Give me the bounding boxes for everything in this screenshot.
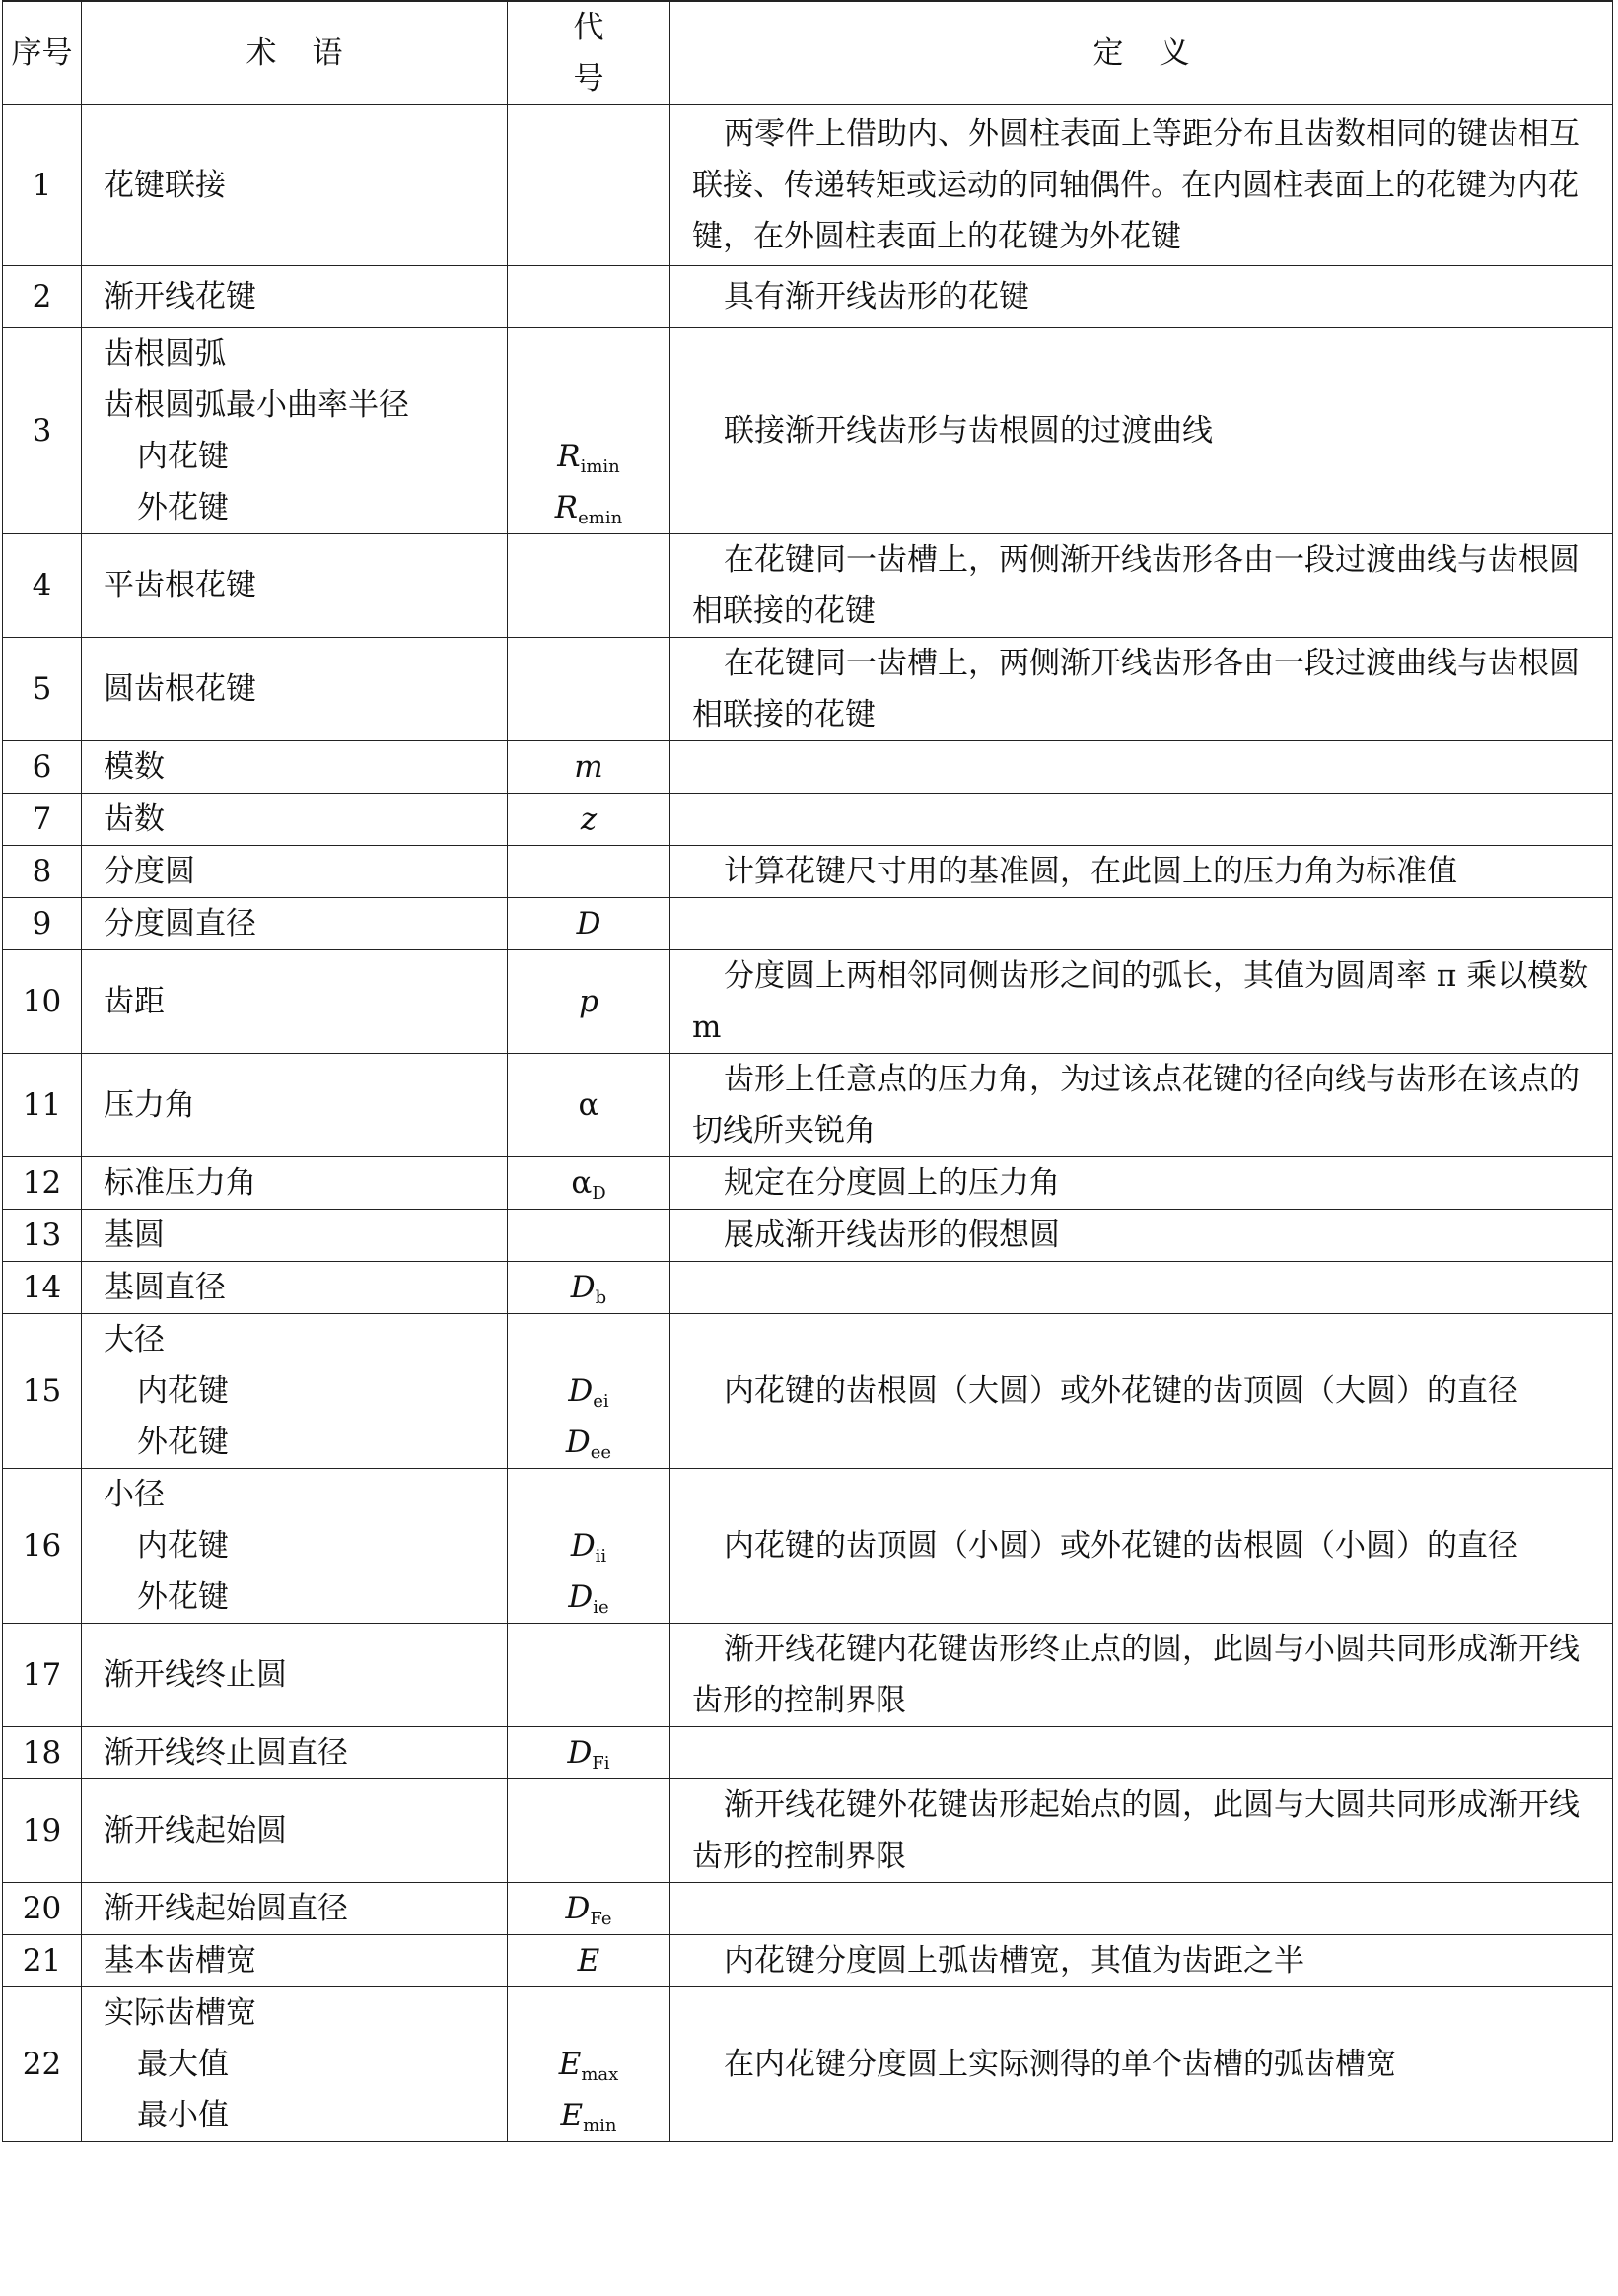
code-base: D bbox=[570, 1270, 596, 1305]
code-symbol bbox=[508, 431, 669, 482]
term-cell bbox=[82, 1883, 508, 1935]
term-line: 内花键 bbox=[137, 1373, 229, 1409]
term-cell bbox=[82, 794, 508, 846]
code-cell bbox=[508, 1262, 670, 1314]
table-row bbox=[3, 741, 1613, 794]
code-cell bbox=[508, 1935, 670, 1987]
code-cell bbox=[508, 898, 670, 950]
table-row bbox=[3, 638, 1613, 741]
code-cell bbox=[508, 105, 670, 266]
code-base: α bbox=[578, 1087, 599, 1123]
code-base: D bbox=[565, 1425, 591, 1460]
term-cell bbox=[82, 846, 508, 898]
row-number: 3 bbox=[3, 328, 82, 534]
code-symbol bbox=[508, 1157, 669, 1209]
table-row bbox=[3, 1987, 1613, 2142]
code-subscript: ii bbox=[595, 1546, 607, 1566]
term-line: 分度圆 bbox=[104, 854, 195, 889]
code-subscript: Fe bbox=[590, 1909, 612, 1929]
term-cell bbox=[82, 950, 508, 1054]
code-subscript: ie bbox=[593, 1597, 609, 1618]
term-line: 渐开线花键 bbox=[104, 279, 256, 314]
code-cell bbox=[508, 1727, 670, 1779]
term-cell bbox=[82, 1624, 508, 1727]
code-cell bbox=[508, 1314, 670, 1469]
term-line: 标准压力角 bbox=[104, 1165, 256, 1201]
definition-cell bbox=[670, 898, 1613, 950]
term-line: 分度圆直径 bbox=[104, 906, 256, 941]
term-cell bbox=[82, 1987, 508, 2142]
row-number: 17 bbox=[3, 1624, 82, 1727]
term-cell bbox=[82, 1727, 508, 1779]
table-row bbox=[3, 1935, 1613, 1987]
code-symbol bbox=[508, 1365, 669, 1417]
code-cell bbox=[508, 741, 670, 794]
term-cell bbox=[82, 328, 508, 534]
term-line: 圆齿根花键 bbox=[104, 671, 256, 707]
header-definition: 定义 bbox=[670, 1, 1613, 105]
term-cell bbox=[82, 1157, 508, 1210]
term-line: 实际齿槽宽 bbox=[104, 1995, 256, 2031]
code-base: D bbox=[568, 1579, 594, 1615]
code-cell bbox=[508, 950, 670, 1054]
term-cell bbox=[82, 1935, 508, 1987]
row-number: 6 bbox=[3, 741, 82, 794]
header-term: 术语 bbox=[82, 1, 508, 105]
definition-cell: 规定在分度圆上的压力角 bbox=[670, 1157, 1613, 1210]
code-base: α bbox=[571, 1165, 593, 1201]
term-line: 齿距 bbox=[104, 984, 165, 1019]
term-line: 平齿根花键 bbox=[104, 568, 256, 603]
definition-cell bbox=[670, 1727, 1613, 1779]
code-subscript: imin bbox=[580, 456, 620, 477]
table-row bbox=[3, 1727, 1613, 1779]
code-subscript: ee bbox=[590, 1442, 612, 1463]
table-row bbox=[3, 950, 1613, 1054]
code-base: E bbox=[560, 2098, 584, 2133]
code-base: E bbox=[577, 1943, 600, 1979]
term-line: 内花键 bbox=[137, 1528, 229, 1564]
code-cell bbox=[508, 1883, 670, 1935]
code-base: D bbox=[570, 1528, 596, 1564]
row-number: 10 bbox=[3, 950, 82, 1054]
term-line: 基圆直径 bbox=[104, 1270, 226, 1305]
code-base: D bbox=[568, 1373, 594, 1409]
definition-cell: 分度圆上两相邻同侧齿形之间的弧长，其值为圆周率 π 乘以模数 m bbox=[670, 950, 1613, 1054]
code-subscript: D bbox=[592, 1183, 606, 1204]
code-symbol bbox=[508, 1417, 669, 1468]
code-symbol bbox=[508, 1262, 669, 1313]
term-line: 大径 bbox=[104, 1322, 165, 1357]
definition-cell: 在内花键分度圆上实际测得的单个齿槽的弧齿槽宽 bbox=[670, 1987, 1613, 2142]
code-cell bbox=[508, 1157, 670, 1210]
code-cell bbox=[508, 1987, 670, 2142]
row-number: 19 bbox=[3, 1779, 82, 1883]
code-cell bbox=[508, 1779, 670, 1883]
term-line: 模数 bbox=[104, 749, 165, 785]
definition-cell bbox=[670, 794, 1613, 846]
term-line: 花键联接 bbox=[104, 168, 226, 203]
table-row bbox=[3, 1883, 1613, 1935]
row-number: 8 bbox=[3, 846, 82, 898]
code-base: R bbox=[557, 439, 581, 474]
definition-cell: 内花键的齿顶圆（小圆）或外花键的齿根圆（小圆）的直径 bbox=[670, 1469, 1613, 1624]
code-base: D bbox=[565, 1891, 591, 1926]
code-base: E bbox=[558, 2047, 582, 2082]
row-number: 14 bbox=[3, 1262, 82, 1314]
code-symbol bbox=[508, 1571, 669, 1623]
code-symbol bbox=[508, 1883, 669, 1934]
code-subscript: b bbox=[595, 1287, 607, 1308]
row-number: 12 bbox=[3, 1157, 82, 1210]
definition-cell: 计算花键尺寸用的基准圆，在此圆上的压力角为标准值 bbox=[670, 846, 1613, 898]
table-row bbox=[3, 1054, 1613, 1157]
term-line: 齿根圆弧 bbox=[104, 336, 226, 372]
definition-cell bbox=[670, 741, 1613, 794]
term-line: 基本齿槽宽 bbox=[104, 1943, 256, 1979]
code-cell bbox=[508, 846, 670, 898]
row-number: 4 bbox=[3, 534, 82, 638]
term-cell bbox=[82, 1469, 508, 1624]
code-symbol bbox=[508, 741, 669, 793]
term-line: 外花键 bbox=[137, 490, 229, 525]
term-cell bbox=[82, 1314, 508, 1469]
table-row bbox=[3, 328, 1613, 534]
table-row bbox=[3, 1314, 1613, 1469]
term-cell bbox=[82, 638, 508, 741]
table-row bbox=[3, 1469, 1613, 1624]
definition-cell bbox=[670, 1262, 1613, 1314]
code-cell bbox=[508, 1624, 670, 1727]
code-cell bbox=[508, 534, 670, 638]
term-line: 渐开线起始圆 bbox=[104, 1813, 287, 1848]
code-spacer bbox=[508, 1469, 669, 1520]
term-cell bbox=[82, 1054, 508, 1157]
code-subscript: max bbox=[581, 2064, 619, 2085]
row-number: 15 bbox=[3, 1314, 82, 1469]
code-spacer bbox=[508, 380, 669, 431]
table-row bbox=[3, 1157, 1613, 1210]
term-line: 内花键 bbox=[137, 439, 229, 474]
code-symbol bbox=[508, 1520, 669, 1571]
code-base: m bbox=[574, 749, 603, 785]
term-cell bbox=[82, 266, 508, 328]
code-symbol bbox=[508, 898, 669, 949]
table-row bbox=[3, 794, 1613, 846]
table-row bbox=[3, 846, 1613, 898]
row-number: 11 bbox=[3, 1054, 82, 1157]
term-cell bbox=[82, 741, 508, 794]
header-row bbox=[3, 1, 1613, 105]
code-subscript: min bbox=[583, 2116, 617, 2136]
code-cell bbox=[508, 266, 670, 328]
term-line: 外花键 bbox=[137, 1579, 229, 1615]
definition-cell: 在花键同一齿槽上，两侧渐开线齿形各由一段过渡曲线与齿根圆相联接的花键 bbox=[670, 638, 1613, 741]
code-spacer bbox=[508, 328, 669, 380]
definition-cell: 展成渐开线齿形的假想圆 bbox=[670, 1210, 1613, 1262]
term-line: 齿数 bbox=[104, 801, 165, 837]
table-row bbox=[3, 105, 1613, 266]
table-row bbox=[3, 1210, 1613, 1262]
row-number: 5 bbox=[3, 638, 82, 741]
code-subscript: Fi bbox=[592, 1753, 610, 1774]
code-base: z bbox=[580, 801, 598, 837]
row-number: 2 bbox=[3, 266, 82, 328]
code-cell bbox=[508, 794, 670, 846]
table-row bbox=[3, 266, 1613, 328]
header-code: 代号 bbox=[508, 1, 670, 105]
term-cell bbox=[82, 1779, 508, 1883]
code-base: p bbox=[579, 984, 598, 1019]
term-line: 齿根圆弧最小曲率半径 bbox=[104, 387, 409, 423]
term-cell bbox=[82, 1210, 508, 1262]
row-number: 21 bbox=[3, 1935, 82, 1987]
code-symbol bbox=[508, 1727, 669, 1778]
code-base: D bbox=[576, 906, 601, 941]
term-line: 最大值 bbox=[137, 2047, 229, 2082]
definition-cell bbox=[670, 1883, 1613, 1935]
code-symbol bbox=[508, 2090, 669, 2141]
term-cell bbox=[82, 105, 508, 266]
code-symbol bbox=[508, 2039, 669, 2090]
row-number: 22 bbox=[3, 1987, 82, 2142]
code-symbol bbox=[508, 976, 669, 1027]
term-line: 渐开线终止圆直径 bbox=[104, 1735, 348, 1771]
code-symbol bbox=[508, 1079, 669, 1131]
term-line: 渐开线终止圆 bbox=[104, 1657, 287, 1693]
table-row bbox=[3, 1624, 1613, 1727]
code-cell bbox=[508, 1469, 670, 1624]
row-number: 18 bbox=[3, 1727, 82, 1779]
table-row bbox=[3, 1262, 1613, 1314]
table-row bbox=[3, 534, 1613, 638]
row-number: 20 bbox=[3, 1883, 82, 1935]
table-row bbox=[3, 898, 1613, 950]
code-cell bbox=[508, 328, 670, 534]
code-cell bbox=[508, 1054, 670, 1157]
row-number: 9 bbox=[3, 898, 82, 950]
term-cell bbox=[82, 1262, 508, 1314]
definition-cell: 渐开线花键外花键齿形起始点的圆，此圆与大圆共同形成渐开线齿形的控制界限 bbox=[670, 1779, 1613, 1883]
term-cell bbox=[82, 898, 508, 950]
code-subscript: ei bbox=[593, 1391, 609, 1412]
term-line: 外花键 bbox=[137, 1425, 229, 1460]
code-symbol bbox=[508, 794, 669, 845]
row-number: 16 bbox=[3, 1469, 82, 1624]
term-line: 基圆 bbox=[104, 1218, 165, 1253]
definition-cell: 联接渐开线齿形与齿根圆的过渡曲线 bbox=[670, 328, 1613, 534]
code-symbol bbox=[508, 1935, 669, 1986]
row-number: 13 bbox=[3, 1210, 82, 1262]
code-spacer bbox=[508, 1314, 669, 1365]
definition-cell: 两零件上借助内、外圆柱表面上等距分布且齿数相同的键齿相互联接、传递转矩或运动的同轴偶件。在内圆柱表面上的花键为内花键，在外圆柱表面上的花键为外花键 bbox=[670, 105, 1613, 266]
definition-cell: 内花键的齿根圆（大圆）或外花键的齿顶圆（大圆）的直径 bbox=[670, 1314, 1613, 1469]
definition-cell: 内花键分度圆上弧齿槽宽，其值为齿距之半 bbox=[670, 1935, 1613, 1987]
definition-cell: 渐开线花键内花键齿形终止点的圆，此圆与小圆共同形成渐开线齿形的控制界限 bbox=[670, 1624, 1613, 1727]
term-line: 渐开线起始圆直径 bbox=[104, 1891, 348, 1926]
table-body bbox=[3, 105, 1613, 2142]
code-spacer bbox=[508, 1987, 669, 2039]
row-number: 7 bbox=[3, 794, 82, 846]
code-subscript: emin bbox=[578, 508, 623, 528]
table-row bbox=[3, 1779, 1613, 1883]
code-base: R bbox=[554, 490, 579, 525]
term-line: 压力角 bbox=[104, 1087, 195, 1123]
code-cell bbox=[508, 1210, 670, 1262]
definition-cell: 齿形上任意点的压力角，为过该点花键的径向线与齿形在该点的切线所夹锐角 bbox=[670, 1054, 1613, 1157]
definition-cell: 在花键同一齿槽上，两侧渐开线齿形各由一段过渡曲线与齿根圆相联接的花键 bbox=[670, 534, 1613, 638]
definition-cell: 具有渐开线齿形的花键 bbox=[670, 266, 1613, 328]
header-no: 序号 bbox=[3, 1, 82, 105]
term-line: 最小值 bbox=[137, 2098, 229, 2133]
row-number: 1 bbox=[3, 105, 82, 266]
terms-table bbox=[2, 0, 1613, 2142]
term-line: 小径 bbox=[104, 1477, 165, 1512]
code-cell bbox=[508, 638, 670, 741]
term-cell bbox=[82, 534, 508, 638]
code-symbol bbox=[508, 482, 669, 533]
code-base: D bbox=[567, 1735, 593, 1771]
